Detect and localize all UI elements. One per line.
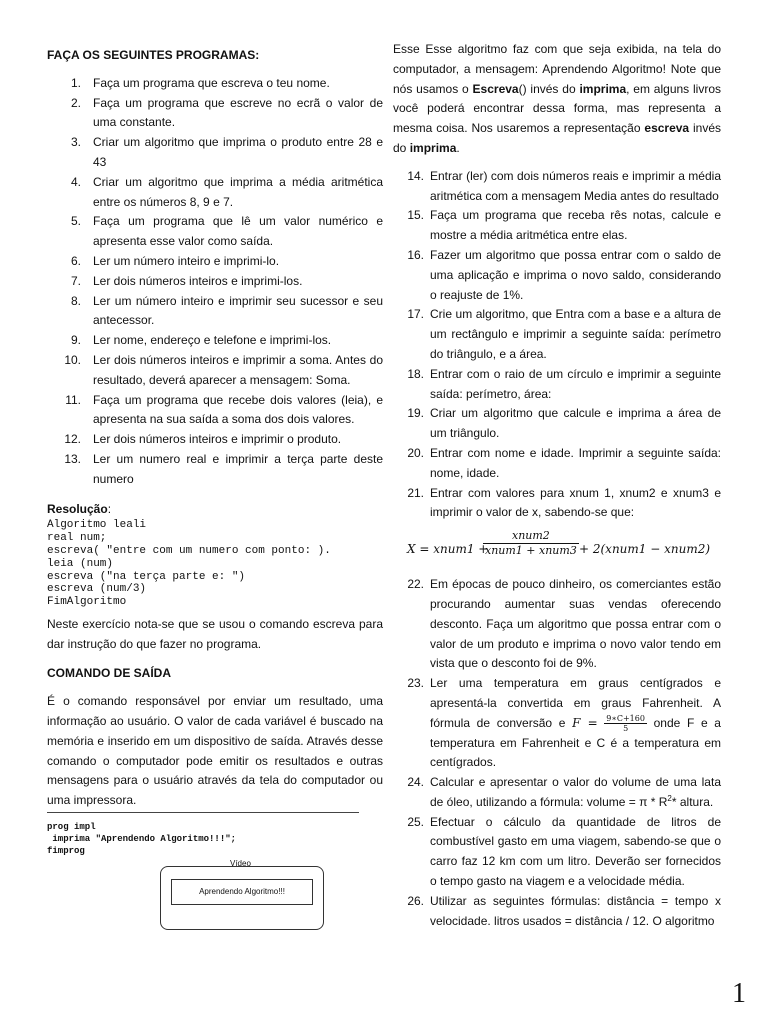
output-command-heading: COMANDO DE SAÍDA (47, 665, 172, 680)
list-number: 19. (407, 406, 424, 421)
exercise-list-right-b (393, 575, 721, 931)
list-text: Ler um número inteiro e imprimir seu sucessor e seu antecessor. (93, 293, 383, 328)
list-text: Ler nome, endereço e telefone e imprimi-los. (93, 333, 332, 348)
intro-paragraph: Esse Esse algoritmo faz com que seja exibida, na tela do computador, a mensagem: Aprendendo Algoritmo! Note que nós usamos o Escreva() invés do imprima, em alguns livros você poderá encontrar dessa forma, mas representa a mesma coisa. Nos usaremos a representação escreva invés do imprima. (393, 42, 722, 155)
list-text: Fazer um algoritmo que possa entrar com o saldo de uma aplicação e imprima o novo saldo, considerando o reajuste de 1%. (430, 247, 721, 302)
video-label: Vídeo (230, 859, 251, 868)
list-number: 10. (64, 352, 81, 367)
list-item (47, 430, 383, 450)
exercises-heading: FAÇA OS SEGUINTES PROGRAMAS: (47, 48, 260, 62)
list-item (47, 450, 383, 490)
monitor-frame (160, 866, 324, 930)
list-text: Entrar com nome e idade. Imprimir a seguinte saída: nome, idade. (430, 445, 721, 480)
list-item (393, 365, 721, 405)
figure-program-code: prog impl imprima "Aprendendo Algoritmo!!!"; fimprog (47, 822, 237, 856)
list-item (47, 133, 383, 173)
list-item (47, 74, 383, 94)
list-number: 8. (70, 293, 81, 308)
page-number: 1 (732, 978, 746, 1009)
list-item (393, 206, 721, 246)
list-item: 23. Ler uma temperatura em graus centígrados e apresentá-la convertida em graus Fahrenheit. A fórmula de conversão e F = $\frac{9∗C+160}{5}$ onde F e a temperatura em Fahrenheit e C é a temperatura em centígrados. (407, 676, 721, 770)
list-number: 20. (407, 445, 424, 460)
list-number: 11. (65, 392, 81, 407)
list-item: 25. Efectuar o cálculo da quantidade de litros de combustível gasto em uma viagem, sabendo-se que o carro faz 12 km com um litro. Deverão ser fornecidos o tempo gasto na viagem e a velocidade média. (407, 814, 721, 889)
list-item: 22. Em épocas de pouco dinheiro, os comerciantes estão procurando aumentar suas vendas oferecendo desconto. Faça um algoritmo que possa entrar com o valor de um produto e imprima o novo valor tendo em vista que o desconto foi de 9%. (407, 577, 721, 671)
monitor-screen-text: Aprendendo Algoritmo!!! (171, 879, 313, 905)
list-item (47, 292, 383, 332)
formula-x: X = xnum1 + xnum2 xnum1 + xnum3 + 2(xnum1 − xnum2) (407, 529, 711, 558)
list-text: Entrar com valores para xnum 1, xnum2 e xnum3 e imprimir o valor de x, sabendo-se que: (430, 485, 721, 520)
list-text: Criar um algoritmo que imprima a média aritmética entre os números 8, 9 e 7. (93, 174, 383, 209)
list-text: Entrar (ler) com dois números reais e imprimir a média aritmética com a mensagem Media antes do resultado (430, 168, 721, 203)
list-item (47, 331, 383, 351)
output-command-paragraph: É o comando responsável por enviar um resultado, uma informação ao usuário. O valor de cada variável é buscado na memória e inserido em um dispositivo de saída. Através desse comando o computador pode emitir os resultados e outras mensagens para o usuário através da tela do computador ou uma impressora. (47, 694, 383, 808)
resolution-code: Algoritmo leali real num; escreva( "entre com um numero com ponto: ). leia (num) escreva ("na terça parte e: ") escreva (num/3) FimAlgoritmo (47, 519, 331, 609)
list-text: Ler dois números inteiros e imprimi-los. (93, 273, 303, 288)
list-number: 9. (70, 333, 81, 348)
list-text: Ler dois números inteiros e imprimir a soma. Antes do resultado, deverá aparecer a mensagem: Soma. (93, 352, 383, 387)
formula-numerator: xnum2 (483, 529, 579, 544)
list-text: Ler dois números inteiros e imprimir o produto. (93, 432, 342, 447)
list-item (47, 272, 383, 292)
list-item (393, 167, 721, 207)
list-number: 14. (407, 168, 424, 183)
fahrenheit-fraction: $\frac{9∗C+160}{5}$ (606, 714, 645, 734)
list-text: Faça um programa que escreva o teu nome. (93, 75, 330, 90)
list-text: Faça um programa que lê um valor numérico e apresenta esse valor como saída. (93, 214, 383, 249)
list-text: Ler um número inteiro e imprimi-lo. (93, 253, 280, 268)
list-item (393, 404, 721, 444)
note-paragraph: Neste exercício nota-se que se usou o comando escreva para dar instrução do que fazer no programa. (47, 616, 383, 651)
list-number: 2. (70, 95, 81, 110)
right-column (393, 0, 721, 931)
list-text: Entrar com o raio de um círculo e imprimir a seguinte saída: perímetro, área: (430, 366, 721, 401)
list-item (393, 246, 721, 305)
list-number: 16. (407, 247, 424, 262)
list-number: 4. (70, 174, 81, 189)
exercise-list-left (47, 74, 383, 490)
list-item (393, 305, 721, 364)
list-item (47, 252, 383, 272)
list-number: 13. (64, 451, 81, 466)
exercise-list-right (393, 167, 721, 523)
list-number: 1. (70, 75, 81, 90)
list-item (393, 444, 721, 484)
list-number: 18. (407, 366, 424, 381)
list-text: Criar um algoritmo que imprima o produto entre 28 e 43 (93, 135, 383, 169)
list-number: 7. (70, 273, 81, 288)
list-item: 24. Calcular e apresentar o valor do volume de uma lata de óleo, utilizando a fórmula: volume = π * $R^2*$ altura. (407, 775, 721, 809)
program-figure (47, 812, 359, 930)
list-item (47, 391, 383, 431)
list-item (47, 351, 383, 391)
resolucao-label: Resolução: (47, 501, 112, 516)
list-text: Faça um programa que recebe dois valores (leia), e apresenta na sua saída a soma dos dois valores. (93, 392, 383, 427)
list-item: 26. Utilizar as seguintes fórmulas: distância = tempo x velocidade. litros usados = distância / 12. O algoritmo (407, 893, 721, 928)
figure-divider (47, 812, 359, 813)
list-item (47, 173, 383, 213)
list-item (47, 212, 383, 252)
list-item (393, 484, 721, 524)
list-text: Faça um programa que escreve no ecrã o valor de uma constante. (93, 95, 383, 130)
list-text: Criar um algoritmo que calcule e imprima a área de um triângulo. (430, 406, 721, 441)
formula-denominator: xnum1 + xnum3 (485, 544, 577, 558)
list-number: 3. (70, 135, 81, 150)
list-number: 5. (70, 214, 81, 229)
list-number: 21. (407, 485, 424, 500)
list-text: Faça um programa que receba rês notas, calcule e mostre a média aritmética entre elas. (430, 208, 721, 243)
list-number: 6. (70, 253, 81, 268)
list-text: Crie um algoritmo, que Entra com a base e a altura de um rectângulo e imprimir a seguinte saída: perímetro do triângulo, e a área. (430, 307, 721, 361)
list-item (47, 94, 383, 134)
left-column (47, 0, 383, 896)
list-number: 17. (407, 307, 424, 322)
list-number: 15. (407, 208, 424, 223)
list-text: Ler um numero real e imprimir a terça parte deste numero (93, 451, 383, 486)
list-number: 12. (64, 432, 81, 447)
